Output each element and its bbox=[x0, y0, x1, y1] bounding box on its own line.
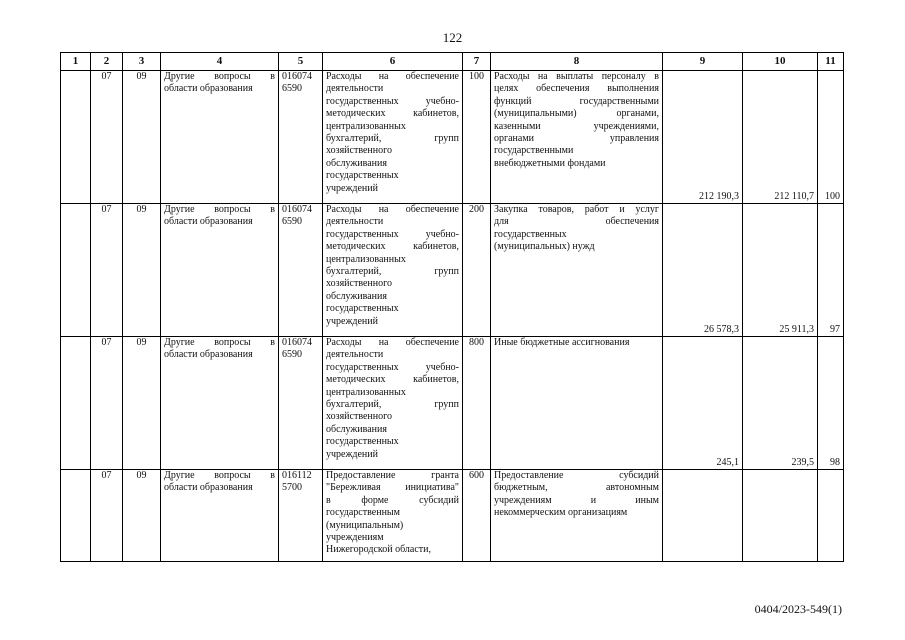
cell-expense-name: Расходы на обеспечение деятельности государственных учебно- методических кабинетов, централизованных бухгалтерий, групп хозяйственного обслуживания государственных учреждений bbox=[323, 337, 463, 470]
cell-planned-amount: 26 578,3 bbox=[663, 204, 743, 337]
cell-expense-type-name: Расходы на выплаты персоналу в целях обеспечения выполнения функций государственными (муниципальными) органами, казенными учреждениями, органами управления государственными внебюджетными фондами bbox=[491, 71, 663, 204]
col-header-11: 11 bbox=[818, 53, 844, 71]
cell-section-name: Другие вопросы в области образования bbox=[161, 337, 279, 470]
cell-planned-amount: 245,1 bbox=[663, 337, 743, 470]
col-header-2: 2 bbox=[91, 53, 123, 71]
cell-target-code: 016074 6590 bbox=[279, 337, 323, 470]
cell-actual-amount: 25 911,3 bbox=[743, 204, 818, 337]
cell-expense-name: Расходы на обеспечение деятельности государственных учебно- методических кабинетов, централизованных бухгалтерий, групп хозяйственного обслуживания государственных учреждений bbox=[323, 204, 463, 337]
cell-actual-amount bbox=[743, 470, 818, 562]
cell-col1 bbox=[61, 470, 91, 562]
cell-subsection: 09 bbox=[123, 71, 161, 204]
cell-expense-type-name: Предоставление субсидий бюджетным, автономным учреждениям и иным некоммерческим организациям bbox=[491, 470, 663, 562]
cell-col1 bbox=[61, 204, 91, 337]
cell-planned-amount: 212 190,3 bbox=[663, 71, 743, 204]
table-row bbox=[61, 204, 844, 337]
cell-expense-type: 100 bbox=[463, 71, 491, 204]
cell-expense-type: 600 bbox=[463, 470, 491, 562]
cell-col1 bbox=[61, 71, 91, 204]
cell-percent: 98 bbox=[818, 337, 844, 470]
table-row bbox=[61, 71, 844, 204]
col-header-5: 5 bbox=[279, 53, 323, 71]
table-row bbox=[61, 470, 844, 562]
cell-actual-amount: 239,5 bbox=[743, 337, 818, 470]
cell-actual-amount: 212 110,7 bbox=[743, 71, 818, 204]
cell-subsection: 09 bbox=[123, 470, 161, 562]
col-header-3: 3 bbox=[123, 53, 161, 71]
cell-section: 07 bbox=[91, 71, 123, 204]
col-header-10: 10 bbox=[743, 53, 818, 71]
cell-expense-name: Предоставление гранта "Бережливая инициатива" в форме субсидий государственным (муниципальным) учреждениям Нижегородской области, bbox=[323, 470, 463, 562]
col-header-6: 6 bbox=[323, 53, 463, 71]
cell-percent bbox=[818, 470, 844, 562]
cell-target-code: 016112 5700 bbox=[279, 470, 323, 562]
page-number: 122 bbox=[442, 30, 463, 45]
cell-percent: 97 bbox=[818, 204, 844, 337]
col-header-1: 1 bbox=[61, 53, 91, 71]
col-header-7: 7 bbox=[463, 53, 491, 71]
cell-subsection: 09 bbox=[123, 204, 161, 337]
cell-col1 bbox=[61, 337, 91, 470]
cell-target-code: 016074 6590 bbox=[279, 204, 323, 337]
cell-section-name: Другие вопросы в области образования bbox=[161, 470, 279, 562]
table-row bbox=[61, 337, 844, 470]
cell-subsection: 09 bbox=[123, 337, 161, 470]
col-header-9: 9 bbox=[663, 53, 743, 71]
cell-section-name: Другие вопросы в области образования bbox=[161, 71, 279, 204]
col-header-8: 8 bbox=[491, 53, 663, 71]
cell-target-code: 016074 6590 bbox=[279, 71, 323, 204]
cell-section: 07 bbox=[91, 337, 123, 470]
header-row bbox=[61, 53, 844, 71]
cell-expense-type-name: Иные бюджетные ассигнования bbox=[491, 337, 663, 470]
cell-expense-type: 200 bbox=[463, 204, 491, 337]
cell-section: 07 bbox=[91, 470, 123, 562]
col-header-4: 4 bbox=[161, 53, 279, 71]
cell-section-name: Другие вопросы в области образования bbox=[161, 204, 279, 337]
cell-planned-amount bbox=[663, 470, 743, 562]
cell-expense-type-name: Закупка товаров, работ и услуг для обеспечения государственных (муниципальных) нужд bbox=[491, 204, 663, 337]
cell-expense-name: Расходы на обеспечение деятельности государственных учебно- методических кабинетов, централизованных бухгалтерий, групп хозяйственного обслуживания государственных учреждений bbox=[323, 71, 463, 204]
document-code: 0404/2023-549(1) bbox=[754, 602, 842, 616]
cell-section: 07 bbox=[91, 204, 123, 337]
budget-table bbox=[60, 52, 844, 562]
cell-percent: 100 bbox=[818, 71, 844, 204]
cell-expense-type: 800 bbox=[463, 337, 491, 470]
